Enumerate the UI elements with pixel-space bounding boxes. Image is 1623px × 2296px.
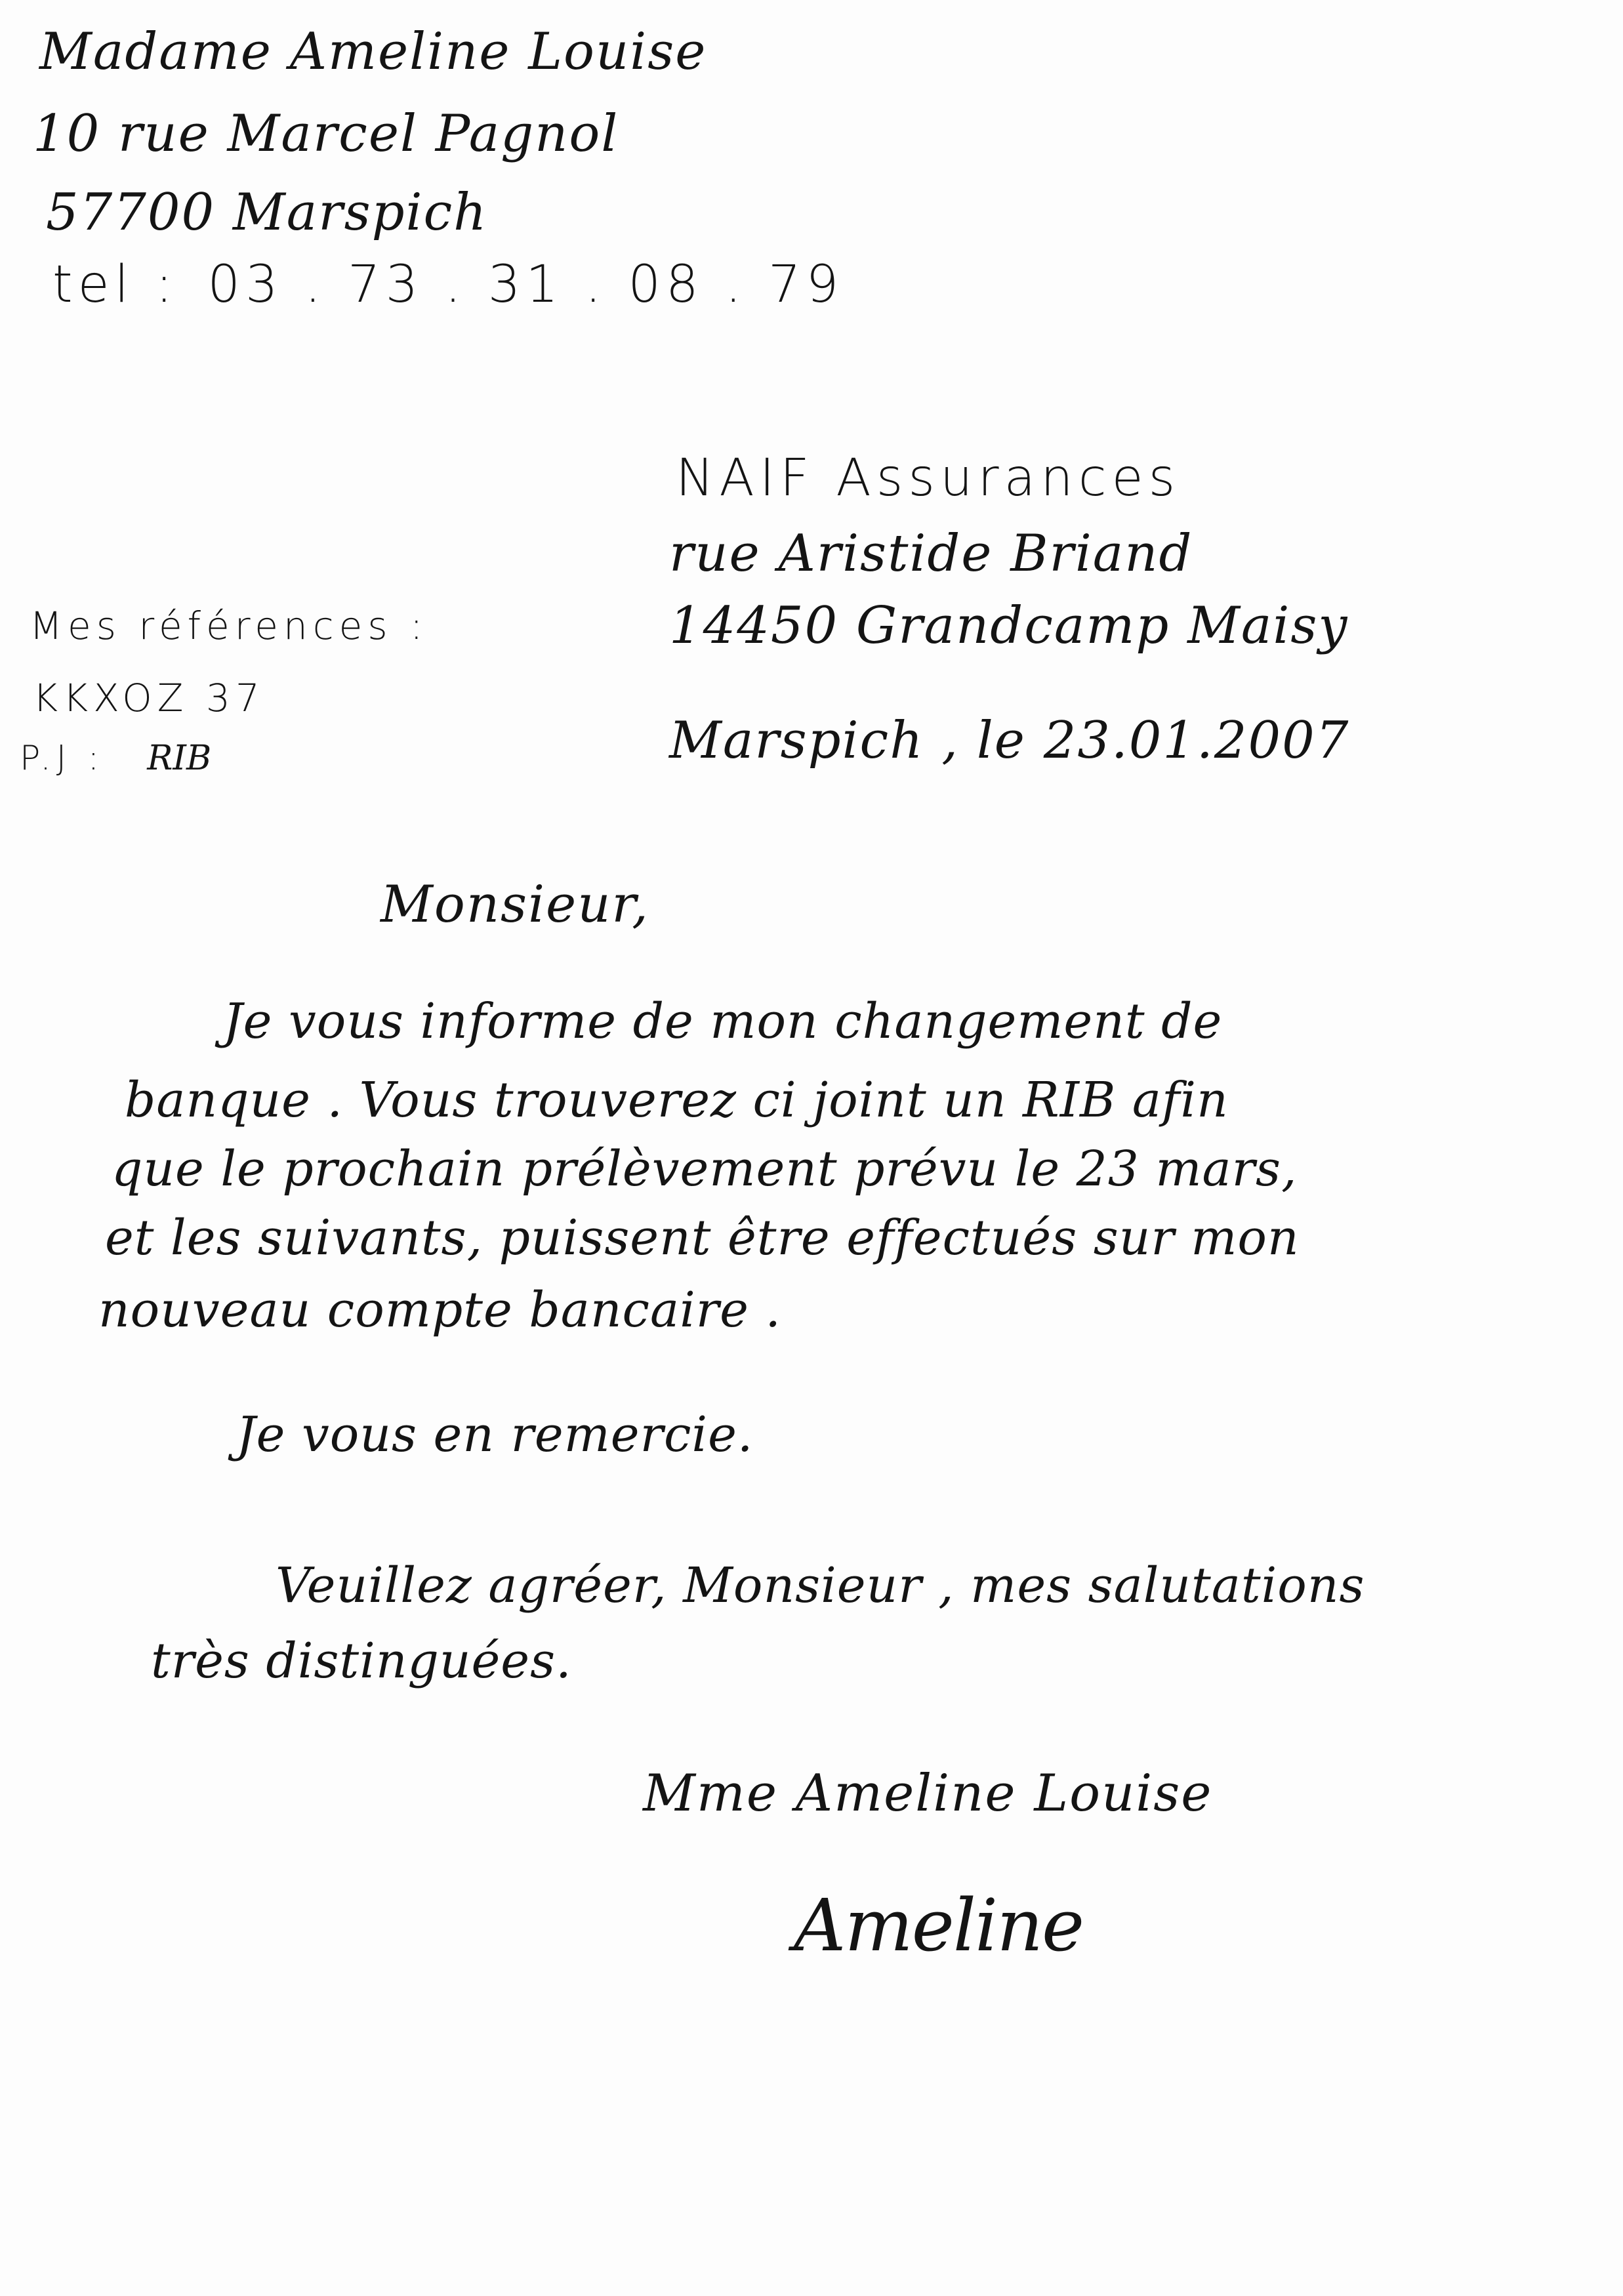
sender-name: Madame Ameline Louise xyxy=(39,22,707,81)
closing-line: très distinguées. xyxy=(151,1633,572,1689)
phone-label: tel : xyxy=(52,255,178,314)
body-line: Je vous informe de mon changement de xyxy=(223,993,1223,1050)
signature-text: Ameline xyxy=(794,1883,1084,1967)
sender-phone-line xyxy=(52,255,844,314)
thanks-line: Je vous en remercie. xyxy=(236,1406,754,1463)
salutation: Monsieur, xyxy=(380,875,649,934)
references-label: Mes références : xyxy=(30,604,428,648)
reference-code: KKXOZ 37 xyxy=(33,676,265,720)
attachment-line xyxy=(20,739,212,778)
recipient-street: rue Aristide Briand xyxy=(669,524,1193,583)
body-line: nouveau compte bancaire . xyxy=(98,1282,781,1338)
date-line: Marspich , le 23.01.2007 xyxy=(669,711,1350,770)
body-line: que le prochain prélèvement prévu le 23 mars, xyxy=(112,1141,1298,1197)
attachment-value: RIB xyxy=(147,739,212,778)
phone-number: 03 . 73 . 31 . 08 . 79 xyxy=(207,255,844,314)
signer-name: Mme Ameline Louise xyxy=(643,1764,1213,1823)
recipient-city: 14450 Grandcamp Maisy xyxy=(669,596,1349,655)
recipient-company: NAIF Assurances xyxy=(676,449,1181,508)
attachment-label: P.J : xyxy=(20,739,105,778)
sender-city: 57700 Marspich xyxy=(46,183,488,242)
closing-line: Veuillez agréer, Monsieur , mes salutations xyxy=(276,1557,1365,1614)
body-line: et les suivants, puissent être effectués sur mon xyxy=(105,1210,1300,1266)
body-line: banque . Vous trouverez ci joint un RIB afin xyxy=(125,1072,1229,1128)
sender-street: 10 rue Marcel Pagnol xyxy=(33,104,619,163)
